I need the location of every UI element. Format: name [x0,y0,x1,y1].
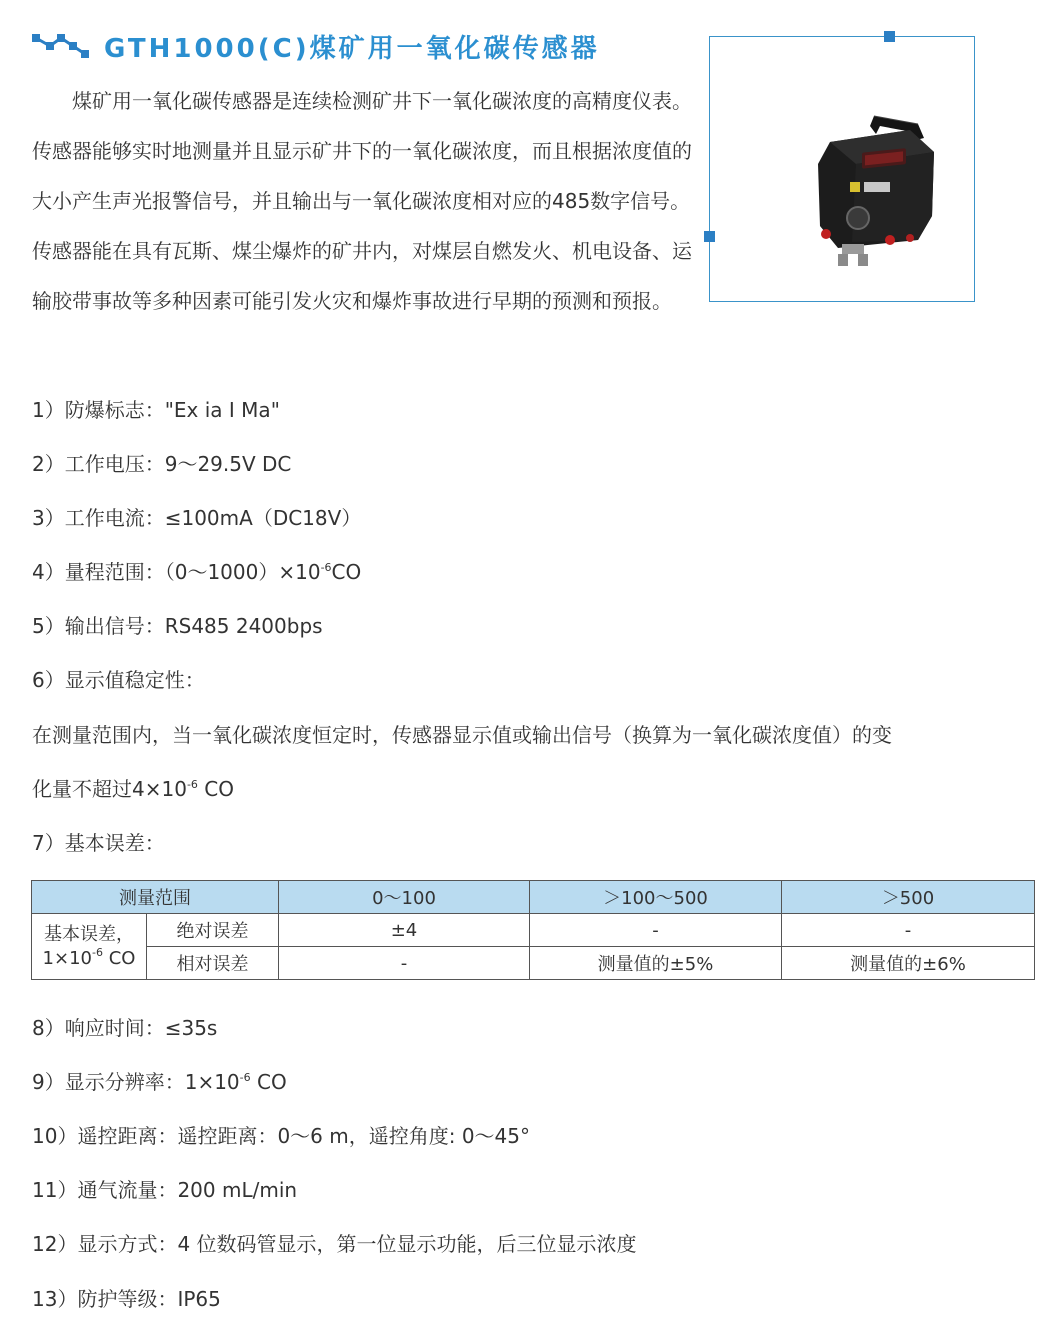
table-cell: 测量值的±6% [782,947,1035,980]
table-cell: - [782,914,1035,947]
spec-current: 3）工作电流：≤100mA（DC18V） [32,506,362,530]
spec-response-time: 8）响应时间：≤35s [32,1016,218,1040]
table-cell: - [530,914,782,947]
spec-stability-line1: 在测量范围内，当一氧化碳浓度恒定时，传感器显示值或输出信号（换算为一氧化碳浓度值）的变 [32,723,892,747]
table-row [32,947,1035,980]
spec-remote-distance: 10）遥控距离：遥控距离：0～6 m，遥控角度: 0～45° [32,1124,531,1148]
header-cell: ＞500 [782,881,1035,914]
spec-stability-heading: 6）显示值稳定性： [32,668,205,692]
table-cell: 绝对误差 [147,914,279,947]
title-row [32,26,600,66]
header-cell: ＞100～500 [530,881,782,914]
error-table-header-row [32,881,1035,914]
spec-stability-line2: 化量不超过$4\times 10^{-6}$ CO [32,777,234,801]
wave-logo-icon [32,31,90,61]
spec-range: 4）量程范围：$(0\sim 1000)\times 10^{-6}CO$ [32,560,362,584]
spec-error-heading: 7）基本误差： [32,831,165,855]
intro-paragraph: 煤矿用一氧化碳传感器是连续检测矿井下一氧化碳浓度的高精度仪表。传感器能够实时地测量并且显示矿井下的一氧化碳浓度，而且根据浓度值的大小产生声光报警信号，并且输出与一氧化碳浓度相对应的485数字信号。传感器能在具有瓦斯、煤尘爆炸的矿井内，对煤层自燃发火、机电设备、运输胶带事故等多种因素可能引发火灾和爆炸事故进行早期的预测和预报。 [32,89,692,313]
row-group-label: 基本误差， $1\times 10^{-6}$ CO [32,914,147,980]
spec-display-mode: 12）显示方式：4 位数码管显示，第一位显示功能，后三位显示浓度 [32,1232,637,1256]
error-table [31,880,1035,980]
table-cell: ±4 [279,914,530,947]
frame-corner-marker [884,31,895,42]
table-cell: 相对误差 [147,947,279,980]
spec-voltage: 2）工作电压：9～29.5V DC [32,452,292,476]
page-title: GTH1000(C)煤矿用一氧化碳传感器 [104,33,600,64]
spec-explosion-mark: 1）防爆标志："Ex ia I Ma" [32,398,280,422]
header-cell: 测量范围 [32,881,279,914]
table-row [32,914,1035,947]
table-cell: 测量值的±5% [530,947,782,980]
spec-flow-rate: 11）通气流量：200 mL/min [32,1178,298,1202]
header-cell: 0～100 [279,881,530,914]
spec-resolution: 9）显示分辨率：$1\times 10^{-6}$ CO [32,1070,287,1094]
spec-protection: 13）防护等级：IP65 [32,1287,221,1311]
spec-output: 5）输出信号：RS485 2400bps [32,614,323,638]
frame-corner-marker [704,231,715,242]
sensor-device-image [812,112,944,272]
table-cell: - [279,947,530,980]
